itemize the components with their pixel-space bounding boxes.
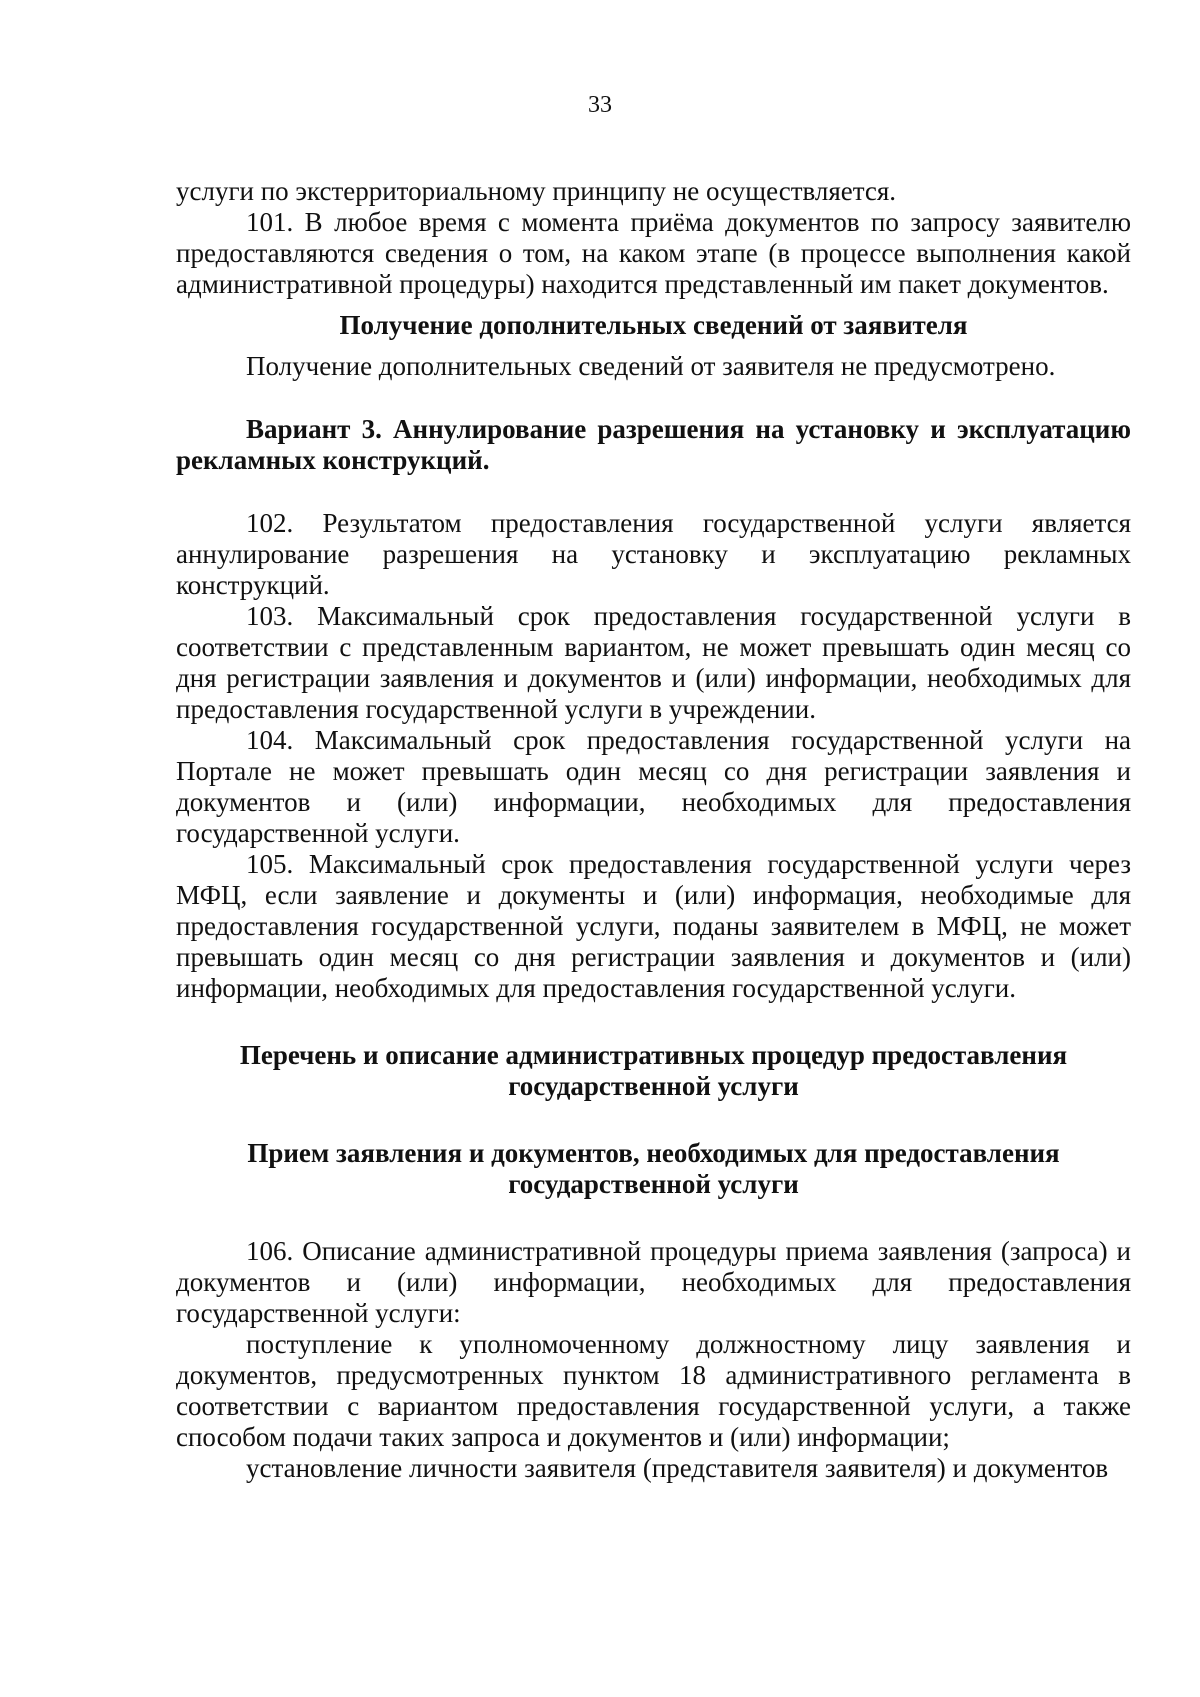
heading-reception-line1: Прием заявления и документов, необходимых для предоставления bbox=[247, 1138, 1060, 1168]
paragraph-additional-info: Получение дополнительных сведений от заявителя не предусмотрено. bbox=[246, 351, 1056, 381]
heading-procedures-list-line1: Перечень и описание административных процедур предоставления bbox=[239, 1040, 1068, 1070]
document-body bbox=[176, 176, 1131, 1484]
paragraph-103: 103. Максимальный срок предоставления государственной услуги в соответствии с представленным вариантом, не может превышать один месяц со дня регистрации заявления и документов и (или) информации, необходимых для предоставления государственной услуги в учреждении. bbox=[176, 601, 1131, 724]
heading-procedures-list-line2: государственной услуги bbox=[508, 1071, 799, 1101]
list-item-receipt: поступление к уполномоченному должностному лицу заявления и документов, предусмотренных пунктом 18 административного регламента в соответствии с вариантом предоставления государственной услуги, а также способом подачи таких запроса и документов и (или) информации; bbox=[176, 1329, 1131, 1452]
heading-additional-info: Получение дополнительных сведений от заявителя bbox=[339, 310, 968, 340]
list-item-identity: установление личности заявителя (представителя заявителя) и документов bbox=[246, 1453, 1109, 1483]
heading-reception-line2: государственной услуги bbox=[508, 1169, 799, 1199]
heading-variant-3: Вариант 3. Аннулирование разрешения на установку и эксплуатацию рекламных конструкций. bbox=[176, 414, 1131, 475]
page-number: 33 bbox=[588, 92, 612, 118]
paragraph-101: 101. В любое время с момента приёма документов по запросу заявителю предоставляются сведения о том, на каком этапе (в процессе выполнения какой административной процедуры) находится представленный им пакет документов. bbox=[176, 207, 1131, 299]
paragraph-104: 104. Максимальный срок предоставления государственной услуги на Портале не может превышать один месяц со дня регистрации заявления и документов и (или) информации, необходимых для предоставления государственной услуги. bbox=[176, 725, 1131, 848]
paragraph-102: 102. Результатом предоставления государственной услуги является аннулирование разрешения на установку и эксплуатацию рекламных конструкций. bbox=[176, 508, 1131, 600]
paragraph-106: 106. Описание административной процедуры приема заявления (запроса) и документов и (или) информации, необходимых для предоставления государственной услуги: bbox=[176, 1236, 1131, 1328]
paragraph-105: 105. Максимальный срок предоставления государственной услуги через МФЦ, если заявление и документы и (или) информация, необходимые для предоставления государственной услуги, поданы заявителем в МФЦ, не может превышать один месяц со дня регистрации заявления и документов и (или) информации, необходимых для предоставления государственной услуги. bbox=[176, 849, 1131, 1003]
heading-procedures-list bbox=[176, 1040, 1131, 1102]
heading-reception bbox=[176, 1138, 1131, 1200]
paragraph-continuation: услуги по экстерриториальному принципу не осуществляется. bbox=[176, 176, 897, 206]
